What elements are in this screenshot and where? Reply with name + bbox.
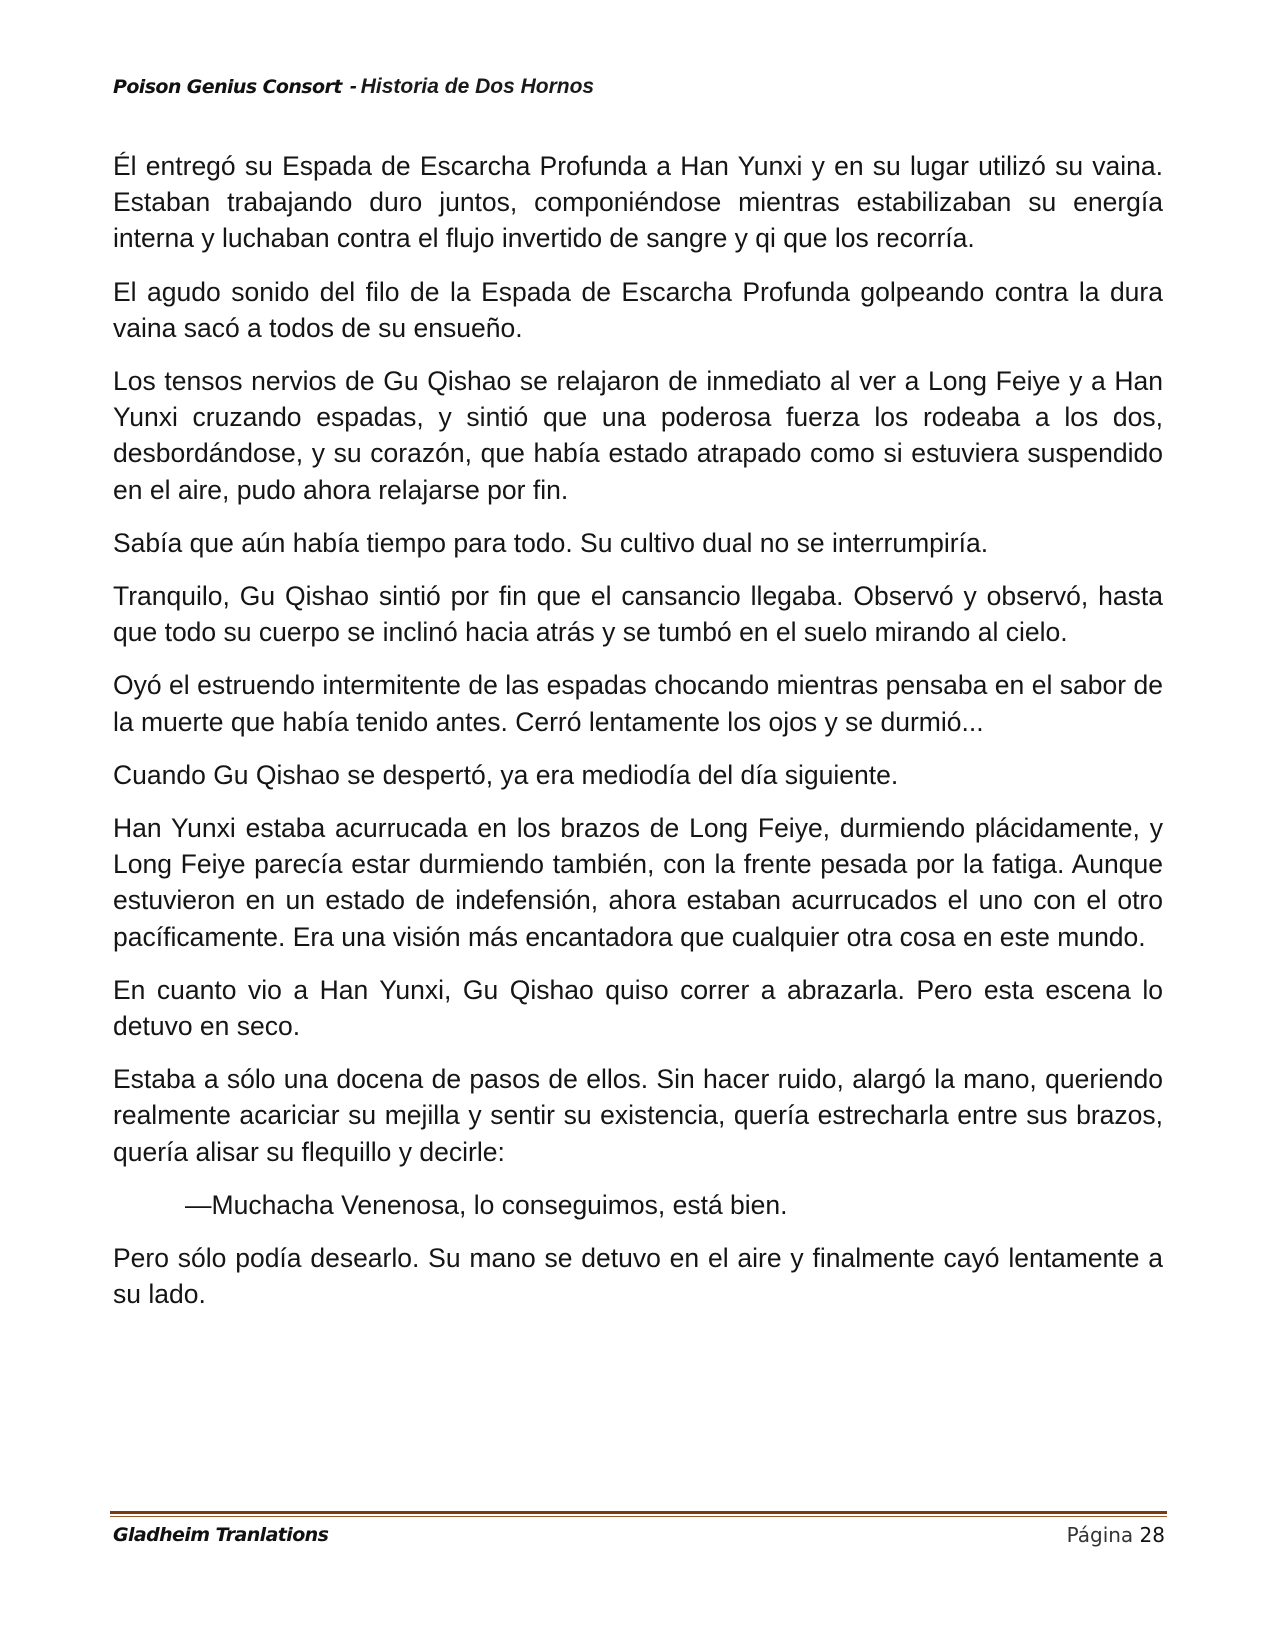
paragraph: Los tensos nervios de Gu Qishao se relajaron de inmediato al ver a Long Feiye y a Han Yunxi cruzando espadas, y sintió que una poderosa fuerza los rodeaba a los dos, desbordándose, y su corazón, que había estado atrapado como si estuviera suspendido en el aire, pudo ahora relajarse por fin. xyxy=(113,366,1163,505)
paragraph: Han Yunxi estaba acurrucada en los brazos de Long Feiye, durmiendo plácidamente, y Long Feiye parecía estar durmiendo también, con la frente pesada por la fatiga. Aunque estuvieron en un estado de indefensión, ahora estaban acurrucados el uno con el otro pacíficamente. Era una visión más encantadora que cualquier otra cosa en este mundo. xyxy=(113,813,1163,952)
header-chapter-title: Historia de Dos Hornos xyxy=(360,75,595,98)
paragraph: Estaba a sólo una docena de pasos de ellos. Sin hacer ruido, alargó la mano, queriendo realmente acariciar su mejilla y sentir su existencia, quería estrecharla entre sus brazos, quería alisar su flequillo y decirle: xyxy=(113,1064,1163,1167)
paragraph: El agudo sonido del filo de la Espada de Escarcha Profunda golpeando contra la dura vaina sacó a todos de su ensueño. xyxy=(113,276,1163,343)
body-text xyxy=(113,148,1163,1329)
page-number xyxy=(1067,1523,1165,1547)
paragraph: Él entregó su Espada de Escarcha Profunda a Han Yunxi y en su lugar utilizó su vaina. Estaban trabajando duro juntos, componiéndose mientras estabilizaban su energía interna y luchaban contra el flujo invertido de sangre y qi que los recorría. xyxy=(113,151,1163,254)
paragraph: Tranquilo, Gu Qishao sintió por fin que el cansancio llegaba. Observó y observó, hasta que todo su cuerpo se inclinó hacia atrás y se tumbó en el suelo mirando al cielo. xyxy=(113,581,1163,648)
footer-divider-thin-line xyxy=(110,1516,1167,1517)
paragraph: Pero sólo podía desearlo. Su mano se detuvo en el aire y finalmente cayó lentamente a su lado. xyxy=(113,1243,1163,1310)
paragraph: En cuanto vio a Han Yunxi, Gu Qishao quiso correr a abrazarla. Pero esta escena lo detuvo en seco. xyxy=(113,974,1163,1042)
paragraph: Cuando Gu Qishao se despertó, ya era mediodía del día siguiente. xyxy=(113,759,899,790)
running-header xyxy=(113,74,594,100)
header-separator: - xyxy=(349,75,357,98)
paragraph: Sabía que aún había tiempo para todo. Su cultivo dual no se interrumpiría. xyxy=(113,527,989,558)
dialogue-line: —Muchacha Venenosa, lo conseguimos, está bien. xyxy=(185,1189,788,1220)
paragraph: Oyó el estruendo intermitente de las espadas chocando mientras pensaba en el sabor de la muerte que había tenido antes. Cerró lentamente los ojos y se durmió... xyxy=(113,670,1163,737)
footer-credit: Gladheim Tranlations xyxy=(113,1524,329,1546)
footer-divider-thick-line xyxy=(110,1511,1167,1514)
header-series-title: Poison Genius Consort xyxy=(113,76,342,98)
footer-divider xyxy=(110,1511,1167,1519)
page-label: Página xyxy=(1066,1523,1134,1547)
page-number-value: 28 xyxy=(1139,1523,1165,1547)
